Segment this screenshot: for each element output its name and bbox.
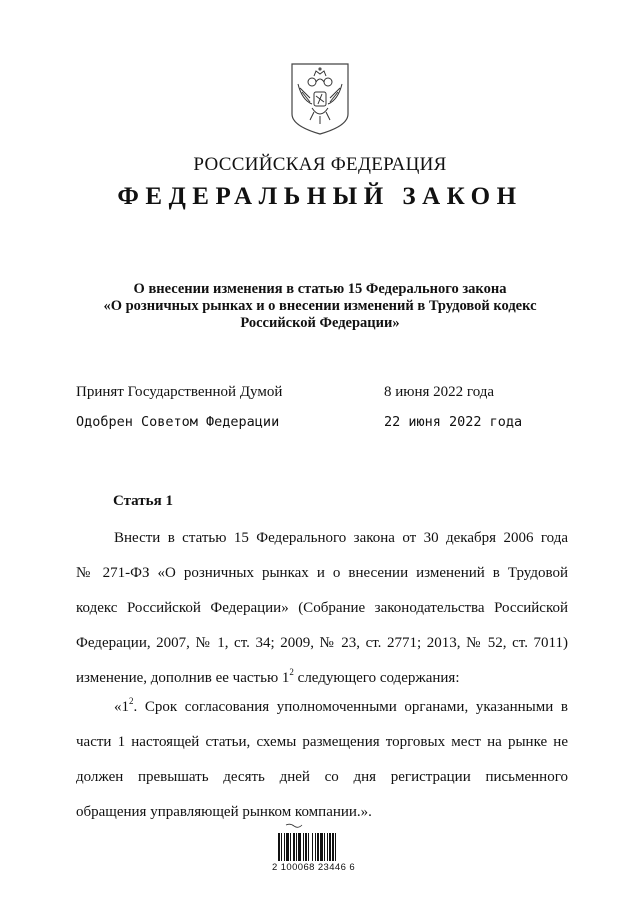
adoption-council-date: 22 июня 2022 года <box>384 414 523 430</box>
text-fragment: изменение, дополнив ее частью 1 <box>76 670 290 686</box>
article-paragraph-2 <box>76 690 568 830</box>
country-name: РОССИЙСКАЯ ФЕДЕРАЦИЯ <box>193 154 447 175</box>
article-heading: Статья 1 <box>113 493 173 509</box>
adoption-council <box>76 414 576 434</box>
paragraph-line: Федерации, 2007, № 1, ст. 34; 2009, № 23, ст. 2771; 2013, № 52, ст. 7011) <box>76 635 568 651</box>
paragraph-line: должен превышать десять дней со дня регистрации письменного <box>76 769 568 785</box>
law-type-heading: ФЕДЕРАЛЬНЫЙ ЗАКОН <box>117 183 523 210</box>
law-title <box>40 281 600 332</box>
paragraph-line: Внести в статью 15 Федерального закона от 30 декабря 2006 года <box>114 530 568 546</box>
paragraph-line <box>76 690 568 725</box>
adoption-duma-label: Принят Государственной Думой <box>76 384 283 400</box>
barcode-icon <box>276 823 370 883</box>
law-title-line: «О розничных рынках и о внесении изменений в Трудовой кодекс <box>103 298 537 314</box>
adoption-duma <box>76 384 576 404</box>
paragraph-line: части 1 настоящей статьи, схемы размещения торговых мест на рынке не <box>76 734 568 750</box>
coat-of-arms-icon <box>288 62 352 136</box>
superscript: 2 <box>129 696 134 706</box>
law-title-line: Российской Федерации» <box>240 315 400 331</box>
article-paragraph-1 <box>76 521 568 696</box>
text-fragment: «1 <box>114 699 129 715</box>
law-title-line: О внесении изменения в статью 15 Федерального закона <box>133 281 507 297</box>
paragraph-line: кодекс Российской Федерации» (Собрание законодательства Российской <box>76 600 568 616</box>
text-fragment: следующего содержания: <box>293 670 460 686</box>
adoption-duma-date: 8 июня 2022 года <box>384 384 495 400</box>
barcode-number: 2 100068 23446 6 <box>272 862 356 873</box>
text-fragment: . Срок согласования уполномоченными органами, указанными в <box>133 699 568 715</box>
superscript: 2 <box>289 667 294 677</box>
paragraph-line: № 271-ФЗ «О розничных рынках и о внесении изменений в Трудовой <box>76 565 568 581</box>
paragraph-line: обращения управляющей рынком компании.». <box>76 804 372 820</box>
adoption-council-label: Одобрен Советом Федерации <box>76 414 280 430</box>
